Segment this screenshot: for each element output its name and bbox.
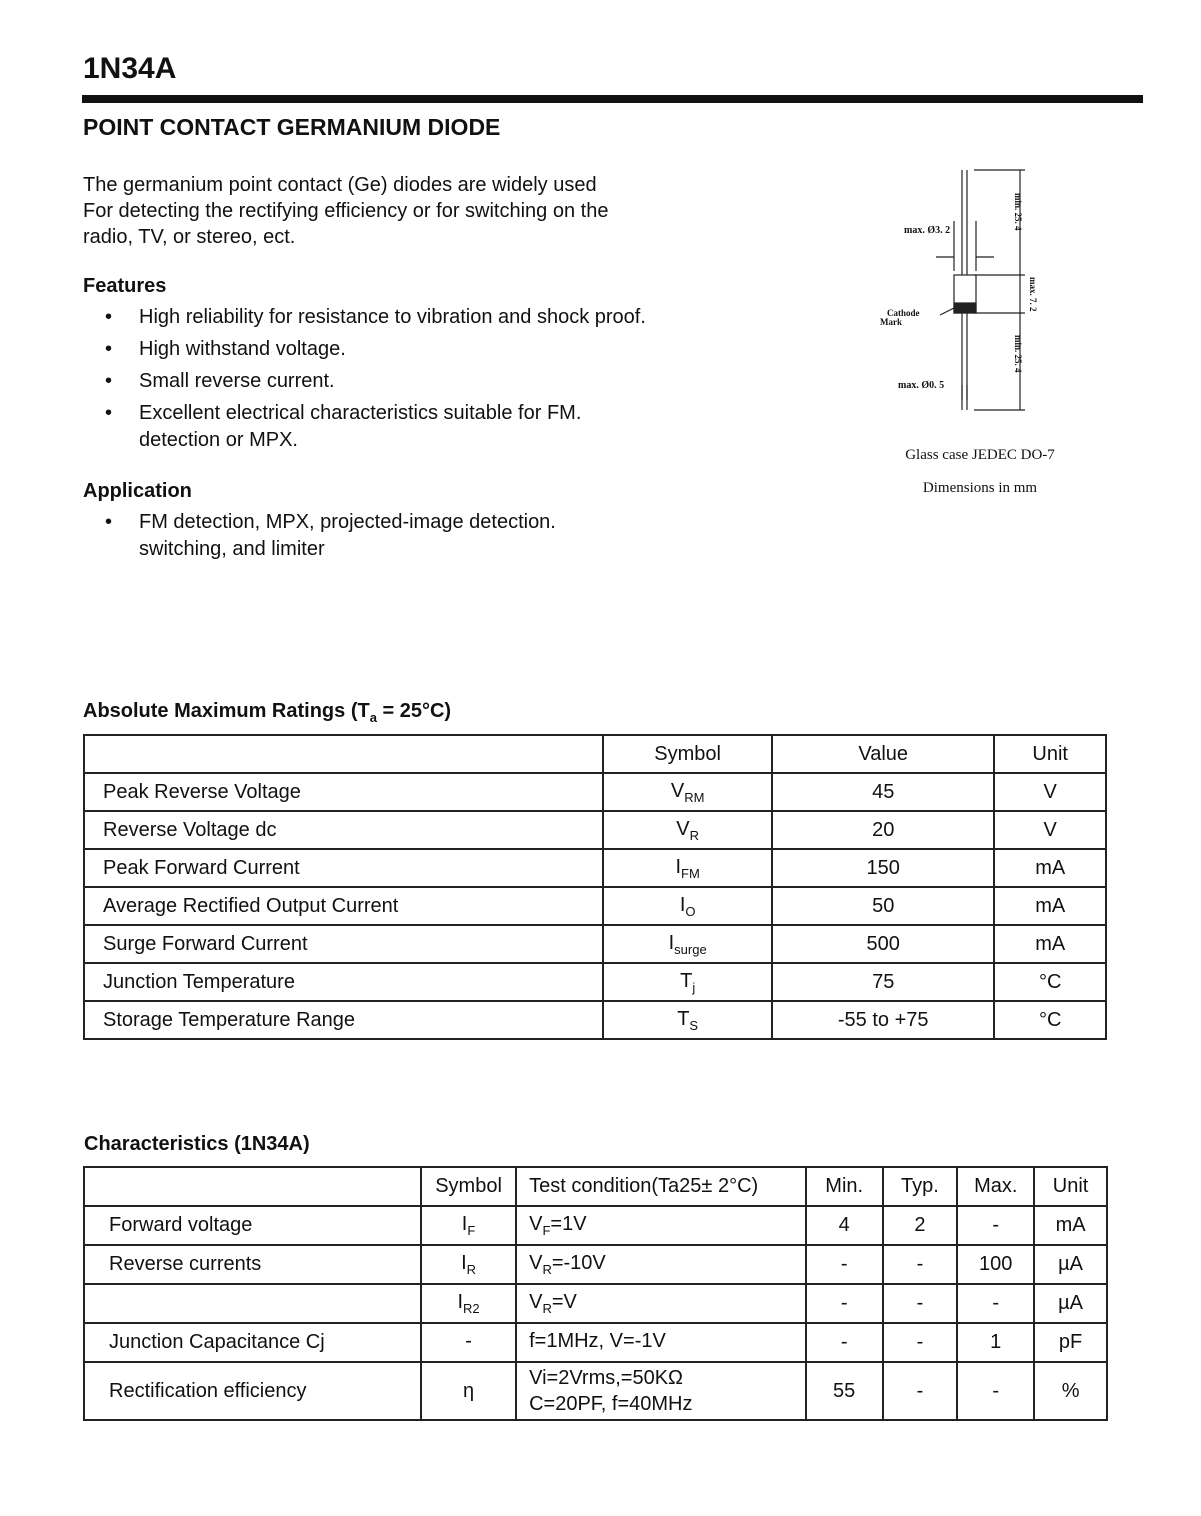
ratings-heading-text: Absolute Maximum Ratings (T: [83, 700, 370, 722]
unit-cell: V: [994, 811, 1106, 849]
table-row: [84, 1362, 1107, 1420]
parameter-cell: Reverse Voltage dc: [84, 811, 603, 849]
bullet-icon: •: [105, 402, 113, 424]
dim-label-bottom-length: min. 25. 4: [1013, 335, 1023, 373]
bullet-icon: •: [105, 338, 113, 360]
bullet-icon: •: [105, 511, 113, 533]
header-typ: Typ.: [883, 1167, 958, 1206]
list-item: [83, 336, 646, 363]
feature-text-continued: detection or MPX.: [139, 429, 298, 451]
unit-cell: µA: [1034, 1284, 1107, 1323]
symbol-cell: -: [421, 1323, 516, 1362]
value-cell: 150: [772, 849, 994, 887]
cathode-label-mark: Mark: [880, 317, 902, 327]
unit-cell: °C: [994, 1001, 1106, 1039]
parameter-cell: Peak Reverse Voltage: [84, 773, 603, 811]
header-parameter: [84, 735, 603, 773]
table-row: [84, 849, 1106, 887]
value-cell: 20: [772, 811, 994, 849]
value-cell: 50: [772, 887, 994, 925]
intro-line: radio, TV, or stereo, ect.: [83, 226, 296, 248]
features-heading: Features: [83, 275, 167, 297]
header-max: Max.: [957, 1167, 1034, 1206]
table-header-row: [84, 735, 1106, 773]
table-row: [84, 1001, 1106, 1039]
intro-line: The germanium point contact (Ge) diodes are widely used: [83, 174, 597, 196]
max-cell: 100: [957, 1245, 1034, 1284]
unit-cell: mA: [1034, 1206, 1107, 1245]
symbol-cell: η: [421, 1362, 516, 1420]
typ-cell: -: [883, 1323, 958, 1362]
value-cell: 75: [772, 963, 994, 1001]
condition-cell: $V_R=V$: [516, 1284, 806, 1323]
symbol-cell: $I_{surge}$: [603, 925, 772, 963]
typ-cell: -: [883, 1284, 958, 1323]
document-subtitle: POINT CONTACT GERMANIUM DIODE: [83, 114, 501, 140]
figure-caption-units: Dimensions in mm: [922, 480, 1038, 496]
condition-cell: $V_R=-10V$: [516, 1245, 806, 1284]
parameter-cell: Reverse currents: [84, 1245, 421, 1284]
ratings-heading-end: = 25°C): [376, 700, 452, 722]
min-cell: -: [806, 1323, 883, 1362]
parameter-cell: Storage Temperature Range: [84, 1001, 603, 1039]
min-cell: -: [806, 1284, 883, 1323]
list-item: [83, 304, 646, 331]
symbol-cell: $T_j$: [603, 963, 772, 1001]
parameter-cell: Surge Forward Current: [84, 925, 603, 963]
condition-cell: f=1MHz, V=-1V: [516, 1323, 806, 1362]
header-test-condition: Test condition(Ta25± 2°C): [516, 1167, 806, 1206]
application-text-continued: switching, and limiter: [139, 538, 325, 560]
table-row: [84, 963, 1106, 1001]
symbol-cell: $V_{RM}$: [603, 773, 772, 811]
unit-cell: °C: [994, 963, 1106, 1001]
table-row: [84, 1206, 1107, 1245]
dim-label-body: max. 7. 2: [1028, 277, 1038, 312]
symbol-cell: $V_R$: [603, 811, 772, 849]
max-cell: -: [957, 1284, 1034, 1323]
feature-text: Small reverse current.: [139, 370, 335, 392]
typ-cell: 2: [883, 1206, 958, 1245]
unit-cell: µA: [1034, 1245, 1107, 1284]
features-list: [83, 304, 646, 459]
table-row: [84, 811, 1106, 849]
parameter-cell: Rectification efficiency: [84, 1362, 421, 1420]
ratings-heading: [83, 700, 451, 725]
application-list: [83, 509, 556, 568]
parameter-cell: Forward voltage: [84, 1206, 421, 1245]
part-number: 1N34A: [83, 52, 177, 85]
list-item: [83, 368, 646, 395]
symbol-cell: $T_S$: [603, 1001, 772, 1039]
header-unit: Unit: [1034, 1167, 1107, 1206]
feature-text: High withstand voltage.: [139, 338, 346, 360]
characteristics-heading: Characteristics (1N34A): [84, 1133, 310, 1155]
application-heading: Application: [83, 480, 192, 502]
header-symbol: Symbol: [421, 1167, 516, 1206]
value-cell: -55 to +75: [772, 1001, 994, 1039]
intro-paragraph: [83, 172, 723, 250]
ratings-heading-sub: a: [369, 710, 377, 725]
table-row: [84, 925, 1106, 963]
unit-cell: pF: [1034, 1323, 1107, 1362]
unit-cell: mA: [994, 849, 1106, 887]
condition-line: C=20PF, f=40MHz: [529, 1393, 693, 1415]
min-cell: 55: [806, 1362, 883, 1420]
symbol-cell: $I_R$: [421, 1245, 516, 1284]
table-row: [84, 1323, 1107, 1362]
value-cell: 45: [772, 773, 994, 811]
parameter-cell: Junction Capacitance Cj: [84, 1323, 421, 1362]
header-symbol: Symbol: [603, 735, 772, 773]
dim-label-lead-max: max. Ø3. 2: [904, 225, 951, 236]
parameter-cell: Peak Forward Current: [84, 849, 603, 887]
table-row: [84, 1284, 1107, 1323]
condition-cell: $V_F=1V$: [516, 1206, 806, 1245]
unit-cell: mA: [994, 887, 1106, 925]
bullet-icon: •: [105, 306, 113, 328]
absolute-maximum-ratings-table: [83, 734, 1107, 1040]
table-row: [84, 773, 1106, 811]
unit-cell: V: [994, 773, 1106, 811]
typ-cell: -: [883, 1362, 958, 1420]
bullet-icon: •: [105, 370, 113, 392]
feature-text: High reliability for resistance to vibration and shock proof.: [139, 306, 646, 328]
cathode-label: Cathode: [887, 308, 920, 318]
symbol-cell: $I_F$: [421, 1206, 516, 1245]
dim-label-lead-diameter: max. Ø0. 5: [898, 380, 945, 391]
typ-cell: -: [883, 1245, 958, 1284]
table-row: [84, 1245, 1107, 1284]
figure-caption: Glass case JEDEC DO-7: [905, 447, 1055, 463]
application-text: FM detection, MPX, projected-image detection.: [139, 511, 556, 533]
title-rule: [82, 95, 1143, 103]
table-header-row: [84, 1167, 1107, 1206]
dim-label-top-length: min. 25. 4: [1013, 193, 1023, 231]
symbol-cell: $I_O$: [603, 887, 772, 925]
condition-line: Vi=2Vrms,=50KΩ: [529, 1367, 684, 1389]
header-parameter: [84, 1167, 421, 1206]
value-cell: 500: [772, 925, 994, 963]
unit-cell: mA: [994, 925, 1106, 963]
symbol-cell: $I_{R2}$: [421, 1284, 516, 1323]
header-value: Value: [772, 735, 994, 773]
max-cell: 1: [957, 1323, 1034, 1362]
table-row: [84, 887, 1106, 925]
cathode-band: [954, 303, 976, 313]
list-item: [83, 509, 556, 563]
min-cell: 4: [806, 1206, 883, 1245]
characteristics-table: [83, 1166, 1108, 1421]
package-outline-drawing: [870, 165, 1060, 415]
min-cell: -: [806, 1245, 883, 1284]
unit-cell: %: [1034, 1362, 1107, 1420]
feature-text: Excellent electrical characteristics suitable for FM.: [139, 402, 582, 424]
parameter-cell: Junction Temperature: [84, 963, 603, 1001]
max-cell: -: [957, 1362, 1034, 1420]
parameter-cell: Average Rectified Output Current: [84, 887, 603, 925]
symbol-cell: $I_{FM}$: [603, 849, 772, 887]
max-cell: -: [957, 1206, 1034, 1245]
header-unit: Unit: [994, 735, 1106, 773]
list-item: [83, 400, 646, 454]
parameter-cell: [84, 1284, 421, 1323]
intro-line: For detecting the rectifying efficiency or for switching on the: [83, 200, 609, 222]
condition-cell: [516, 1362, 806, 1420]
header-min: Min.: [806, 1167, 883, 1206]
